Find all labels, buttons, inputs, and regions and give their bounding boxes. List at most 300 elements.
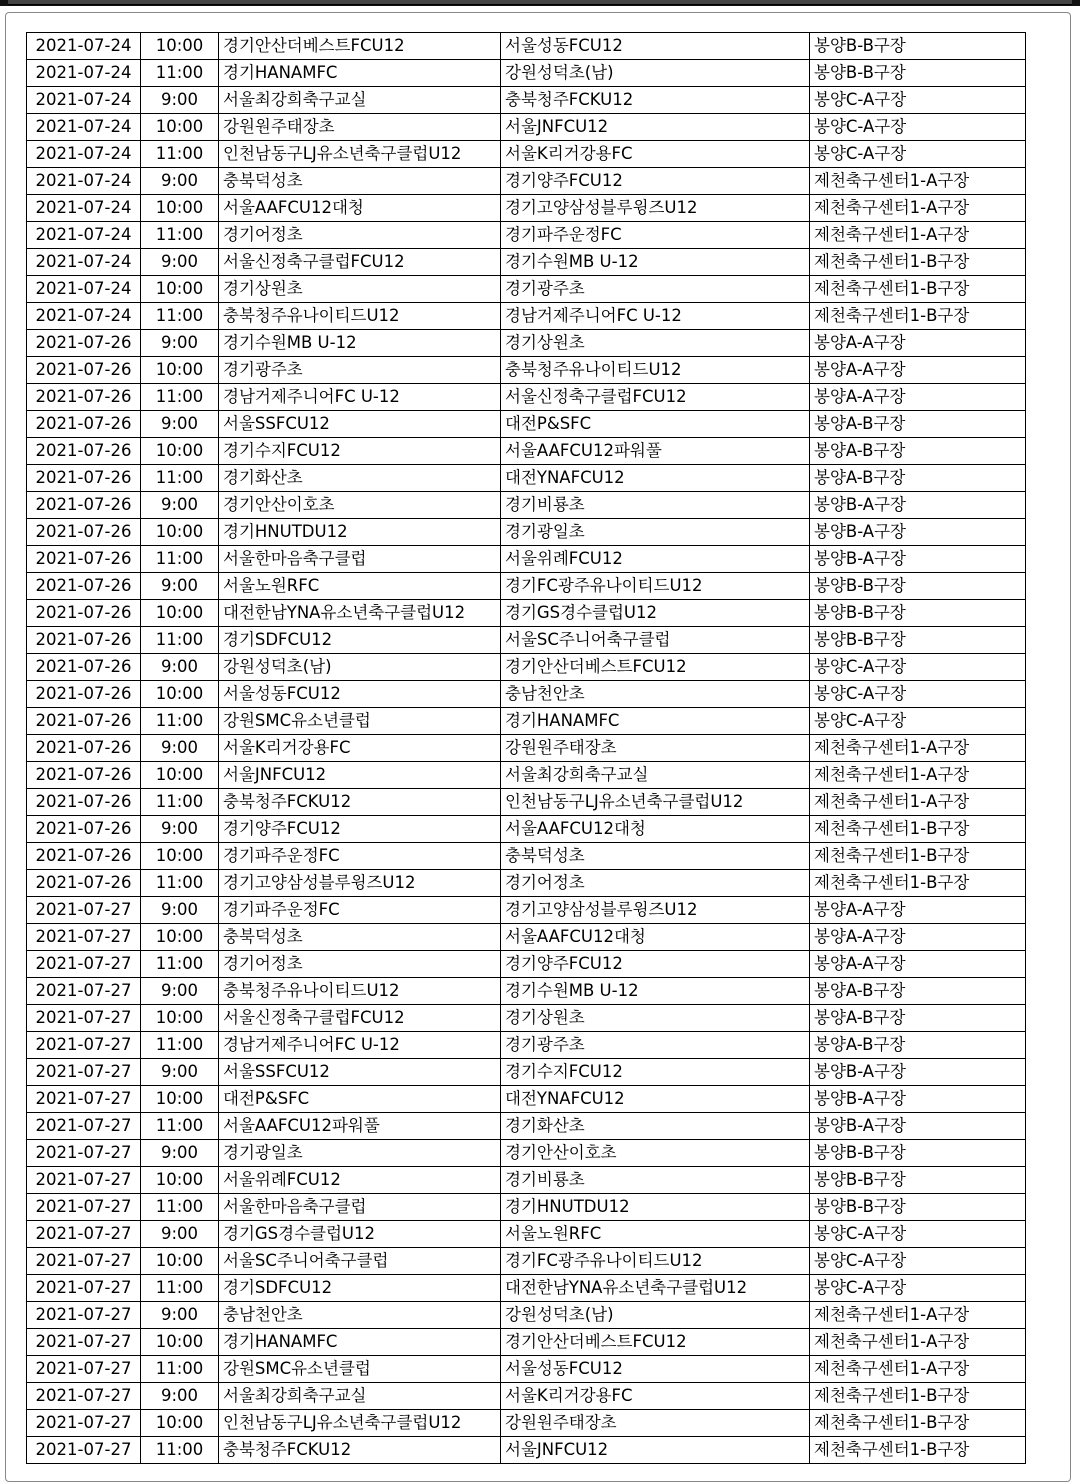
home-team-cell: 서울최강희축구교실: [219, 87, 501, 114]
away-team-cell: 서울JNFCU12: [501, 114, 810, 141]
match-date-cell: 2021-07-24: [27, 303, 141, 330]
table-row: [27, 1302, 1026, 1329]
match-date-cell: 2021-07-24: [27, 195, 141, 222]
match-date-cell: 2021-07-26: [27, 816, 141, 843]
match-time-cell: 10:00: [141, 438, 219, 465]
venue-cell: 봉양A-B구장: [810, 1005, 1026, 1032]
venue-cell: 봉양A-A구장: [810, 357, 1026, 384]
table-row: [27, 924, 1026, 951]
table-row: [27, 546, 1026, 573]
venue-cell: 봉양B-A구장: [810, 546, 1026, 573]
venue-cell: 제천축구센터1-B구장: [810, 1410, 1026, 1437]
match-date-cell: 2021-07-26: [27, 357, 141, 384]
away-team-cell: 경기양주FCU12: [501, 951, 810, 978]
match-schedule-body: [27, 33, 1026, 1464]
venue-cell: 봉양C-A구장: [810, 114, 1026, 141]
match-date-cell: 2021-07-27: [27, 978, 141, 1005]
table-row: [27, 1005, 1026, 1032]
match-time-cell: 11:00: [141, 627, 219, 654]
away-team-cell: 경기안산더베스트FCU12: [501, 654, 810, 681]
match-date-cell: 2021-07-26: [27, 411, 141, 438]
match-time-cell: 10:00: [141, 114, 219, 141]
venue-cell: 제천축구센터1-A구장: [810, 1356, 1026, 1383]
table-row: [27, 951, 1026, 978]
table-row: [27, 708, 1026, 735]
venue-cell: 제천축구센터1-B구장: [810, 816, 1026, 843]
venue-cell: 봉양A-B구장: [810, 438, 1026, 465]
match-schedule-table: [26, 32, 1026, 1464]
match-time-cell: 11:00: [141, 1113, 219, 1140]
match-date-cell: 2021-07-26: [27, 330, 141, 357]
away-team-cell: 경기HNUTDU12: [501, 1194, 810, 1221]
table-row: [27, 735, 1026, 762]
away-team-cell: 서울위례FCU12: [501, 546, 810, 573]
away-team-cell: 서울SC주니어축구클럽: [501, 627, 810, 654]
home-team-cell: 경기양주FCU12: [219, 816, 501, 843]
home-team-cell: 경남거제주니어FC U-12: [219, 384, 501, 411]
table-row: [27, 600, 1026, 627]
table-row: [27, 276, 1026, 303]
table-row: [27, 141, 1026, 168]
venue-cell: 제천축구센터1-B구장: [810, 1437, 1026, 1464]
match-date-cell: 2021-07-27: [27, 1410, 141, 1437]
home-team-cell: 경기광일초: [219, 1140, 501, 1167]
table-row: [27, 1059, 1026, 1086]
venue-cell: 제천축구센터1-A구장: [810, 762, 1026, 789]
table-row: [27, 1140, 1026, 1167]
match-date-cell: 2021-07-26: [27, 843, 141, 870]
table-row: [27, 1167, 1026, 1194]
match-time-cell: 10:00: [141, 1329, 219, 1356]
match-time-cell: 10:00: [141, 276, 219, 303]
away-team-cell: 경기HANAMFC: [501, 708, 810, 735]
venue-cell: 봉양B-B구장: [810, 573, 1026, 600]
away-team-cell: 충북청주유나이티드U12: [501, 357, 810, 384]
venue-cell: 봉양A-B구장: [810, 978, 1026, 1005]
venue-cell: 봉양A-A구장: [810, 924, 1026, 951]
venue-cell: 봉양B-A구장: [810, 519, 1026, 546]
away-team-cell: 서울AAFCU12파워풀: [501, 438, 810, 465]
table-row: [27, 654, 1026, 681]
venue-cell: 봉양A-B구장: [810, 411, 1026, 438]
home-team-cell: 서울AAFCU12대청: [219, 195, 501, 222]
away-team-cell: 대전P&SFC: [501, 411, 810, 438]
away-team-cell: 경기수지FCU12: [501, 1059, 810, 1086]
away-team-cell: 경기FC광주유나이티드U12: [501, 1248, 810, 1275]
venue-cell: 봉양B-B구장: [810, 1194, 1026, 1221]
match-time-cell: 11:00: [141, 465, 219, 492]
match-time-cell: 11:00: [141, 222, 219, 249]
match-time-cell: 10:00: [141, 1167, 219, 1194]
away-team-cell: 경기화산초: [501, 1113, 810, 1140]
match-date-cell: 2021-07-24: [27, 168, 141, 195]
home-team-cell: 서울JNFCU12: [219, 762, 501, 789]
match-date-cell: 2021-07-26: [27, 384, 141, 411]
match-date-cell: 2021-07-26: [27, 546, 141, 573]
match-time-cell: 9:00: [141, 168, 219, 195]
match-date-cell: 2021-07-27: [27, 1167, 141, 1194]
home-team-cell: 서울SC주니어축구클럽: [219, 1248, 501, 1275]
table-row: [27, 195, 1026, 222]
match-time-cell: 9:00: [141, 1059, 219, 1086]
table-row: [27, 789, 1026, 816]
home-team-cell: 경기어정초: [219, 951, 501, 978]
match-time-cell: 11:00: [141, 1275, 219, 1302]
match-date-cell: 2021-07-27: [27, 924, 141, 951]
table-row: [27, 627, 1026, 654]
table-row: [27, 330, 1026, 357]
match-time-cell: 11:00: [141, 303, 219, 330]
match-time-cell: 9:00: [141, 735, 219, 762]
away-team-cell: 경기파주운정FC: [501, 222, 810, 249]
match-time-cell: 10:00: [141, 1248, 219, 1275]
venue-cell: 봉양B-A구장: [810, 492, 1026, 519]
away-team-cell: 경기안산더베스트FCU12: [501, 1329, 810, 1356]
away-team-cell: 경기광일초: [501, 519, 810, 546]
match-time-cell: 11:00: [141, 708, 219, 735]
table-row: [27, 1194, 1026, 1221]
venue-cell: 제천축구센터1-A구장: [810, 1302, 1026, 1329]
home-team-cell: 경기광주초: [219, 357, 501, 384]
match-time-cell: 10:00: [141, 195, 219, 222]
away-team-cell: 서울K리거강용FC: [501, 141, 810, 168]
table-row: [27, 60, 1026, 87]
home-team-cell: 대전P&SFC: [219, 1086, 501, 1113]
home-team-cell: 충남천안초: [219, 1302, 501, 1329]
home-team-cell: 경기SDFCU12: [219, 627, 501, 654]
venue-cell: 제천축구센터1-B구장: [810, 249, 1026, 276]
match-date-cell: 2021-07-26: [27, 492, 141, 519]
away-team-cell: 경기어정초: [501, 870, 810, 897]
match-date-cell: 2021-07-26: [27, 735, 141, 762]
away-team-cell: 대전한남YNA유소년축구클럽U12: [501, 1275, 810, 1302]
table-row: [27, 222, 1026, 249]
away-team-cell: 경기수원MB U-12: [501, 249, 810, 276]
away-team-cell: 경기고양삼성블루윙즈U12: [501, 897, 810, 924]
table-row: [27, 681, 1026, 708]
match-time-cell: 11:00: [141, 141, 219, 168]
away-team-cell: 경기FC광주유나이티드U12: [501, 573, 810, 600]
match-date-cell: 2021-07-26: [27, 681, 141, 708]
home-team-cell: 충북청주유나이티드U12: [219, 303, 501, 330]
table-row: [27, 1275, 1026, 1302]
home-team-cell: 서울노원RFC: [219, 573, 501, 600]
match-time-cell: 10:00: [141, 843, 219, 870]
match-date-cell: 2021-07-26: [27, 573, 141, 600]
away-team-cell: 인천남동구LJ유소년축구클럽U12: [501, 789, 810, 816]
home-team-cell: 서울성동FCU12: [219, 681, 501, 708]
match-date-cell: 2021-07-27: [27, 1221, 141, 1248]
match-date-cell: 2021-07-27: [27, 1302, 141, 1329]
home-team-cell: 대전한남YNA유소년축구클럽U12: [219, 600, 501, 627]
match-date-cell: 2021-07-24: [27, 60, 141, 87]
venue-cell: 봉양B-A구장: [810, 1113, 1026, 1140]
match-date-cell: 2021-07-26: [27, 870, 141, 897]
match-time-cell: 11:00: [141, 951, 219, 978]
match-date-cell: 2021-07-26: [27, 654, 141, 681]
home-team-cell: 경기수원MB U-12: [219, 330, 501, 357]
home-team-cell: 충북덕성초: [219, 168, 501, 195]
match-time-cell: 10:00: [141, 1410, 219, 1437]
match-time-cell: 9:00: [141, 1302, 219, 1329]
match-date-cell: 2021-07-27: [27, 1194, 141, 1221]
match-date-cell: 2021-07-26: [27, 627, 141, 654]
home-team-cell: 강원SMC유소년클럽: [219, 708, 501, 735]
home-team-cell: 경기안산이호초: [219, 492, 501, 519]
match-time-cell: 9:00: [141, 1221, 219, 1248]
home-team-cell: 경기고양삼성블루윙즈U12: [219, 870, 501, 897]
table-row: [27, 33, 1026, 60]
match-date-cell: 2021-07-26: [27, 465, 141, 492]
match-date-cell: 2021-07-24: [27, 249, 141, 276]
home-team-cell: 서울AAFCU12파워풀: [219, 1113, 501, 1140]
venue-cell: 제천축구센터1-A구장: [810, 789, 1026, 816]
match-time-cell: 10:00: [141, 681, 219, 708]
away-team-cell: 강원성덕초(남): [501, 1302, 810, 1329]
away-team-cell: 충북청주FCKU12: [501, 87, 810, 114]
home-team-cell: 서울SSFCU12: [219, 1059, 501, 1086]
away-team-cell: 경기수원MB U-12: [501, 978, 810, 1005]
home-team-cell: 경기어정초: [219, 222, 501, 249]
match-date-cell: 2021-07-24: [27, 222, 141, 249]
match-date-cell: 2021-07-24: [27, 33, 141, 60]
away-team-cell: 충남천안초: [501, 681, 810, 708]
table-row: [27, 519, 1026, 546]
home-team-cell: 경기파주운정FC: [219, 843, 501, 870]
venue-cell: 봉양B-B구장: [810, 627, 1026, 654]
venue-cell: 제천축구센터1-B구장: [810, 1383, 1026, 1410]
table-row: [27, 1410, 1026, 1437]
away-team-cell: 서울성동FCU12: [501, 1356, 810, 1383]
match-time-cell: 11:00: [141, 1032, 219, 1059]
match-time-cell: 11:00: [141, 1356, 219, 1383]
away-team-cell: 경기상원초: [501, 330, 810, 357]
match-date-cell: 2021-07-26: [27, 762, 141, 789]
match-time-cell: 10:00: [141, 1086, 219, 1113]
home-team-cell: 강원성덕초(남): [219, 654, 501, 681]
table-row: [27, 357, 1026, 384]
table-row: [27, 1329, 1026, 1356]
venue-cell: 봉양A-A구장: [810, 330, 1026, 357]
away-team-cell: 강원원주태장초: [501, 735, 810, 762]
match-date-cell: 2021-07-27: [27, 897, 141, 924]
table-row: [27, 438, 1026, 465]
venue-cell: 봉양C-A구장: [810, 1248, 1026, 1275]
match-date-cell: 2021-07-24: [27, 141, 141, 168]
match-time-cell: 10:00: [141, 924, 219, 951]
match-date-cell: 2021-07-27: [27, 1437, 141, 1464]
home-team-cell: 경기HNUTDU12: [219, 519, 501, 546]
home-team-cell: 서울신정축구클럽FCU12: [219, 1005, 501, 1032]
match-time-cell: 10:00: [141, 1005, 219, 1032]
window-top-bar: [0, 0, 1080, 6]
match-time-cell: 10:00: [141, 33, 219, 60]
match-time-cell: 9:00: [141, 654, 219, 681]
away-team-cell: 강원원주태장초: [501, 1410, 810, 1437]
home-team-cell: 서울위례FCU12: [219, 1167, 501, 1194]
match-date-cell: 2021-07-24: [27, 87, 141, 114]
home-team-cell: 충북청주유나이티드U12: [219, 978, 501, 1005]
venue-cell: 봉양B-B구장: [810, 60, 1026, 87]
table-row: [27, 168, 1026, 195]
table-row: [27, 573, 1026, 600]
match-date-cell: 2021-07-27: [27, 1005, 141, 1032]
match-time-cell: 11:00: [141, 1194, 219, 1221]
venue-cell: 봉양B-A구장: [810, 1086, 1026, 1113]
match-date-cell: 2021-07-26: [27, 519, 141, 546]
match-time-cell: 11:00: [141, 1437, 219, 1464]
venue-cell: 봉양B-B구장: [810, 33, 1026, 60]
table-row: [27, 1113, 1026, 1140]
match-time-cell: 11:00: [141, 546, 219, 573]
table-row: [27, 762, 1026, 789]
venue-cell: 봉양C-A구장: [810, 141, 1026, 168]
venue-cell: 봉양C-A구장: [810, 654, 1026, 681]
match-time-cell: 9:00: [141, 897, 219, 924]
match-time-cell: 9:00: [141, 87, 219, 114]
away-team-cell: 서울최강희축구교실: [501, 762, 810, 789]
away-team-cell: 경기비룡초: [501, 1167, 810, 1194]
match-time-cell: 9:00: [141, 816, 219, 843]
home-team-cell: 서울한마음축구클럽: [219, 1194, 501, 1221]
away-team-cell: 충북덕성초: [501, 843, 810, 870]
venue-cell: 봉양A-A구장: [810, 897, 1026, 924]
home-team-cell: 경기GS경수클럽U12: [219, 1221, 501, 1248]
venue-cell: 제천축구센터1-A구장: [810, 222, 1026, 249]
venue-cell: 봉양B-A구장: [810, 1059, 1026, 1086]
match-date-cell: 2021-07-26: [27, 438, 141, 465]
match-date-cell: 2021-07-26: [27, 600, 141, 627]
home-team-cell: 경기화산초: [219, 465, 501, 492]
match-date-cell: 2021-07-27: [27, 1113, 141, 1140]
home-team-cell: 서울SSFCU12: [219, 411, 501, 438]
match-time-cell: 9:00: [141, 249, 219, 276]
table-row: [27, 897, 1026, 924]
away-team-cell: 경기안산이호초: [501, 1140, 810, 1167]
venue-cell: 제천축구센터1-A구장: [810, 168, 1026, 195]
venue-cell: 봉양C-A구장: [810, 708, 1026, 735]
window-top-bar-inner: [8, 0, 1072, 5]
away-team-cell: 강원성덕초(남): [501, 60, 810, 87]
away-team-cell: 대전YNAFCU12: [501, 1086, 810, 1113]
venue-cell: 봉양A-B구장: [810, 1032, 1026, 1059]
match-time-cell: 10:00: [141, 357, 219, 384]
venue-cell: 제천축구센터1-B구장: [810, 303, 1026, 330]
table-row: [27, 303, 1026, 330]
table-row: [27, 1086, 1026, 1113]
away-team-cell: 경기GS경수클럽U12: [501, 600, 810, 627]
match-time-cell: 11:00: [141, 870, 219, 897]
table-row: [27, 87, 1026, 114]
venue-cell: 제천축구센터1-B구장: [810, 843, 1026, 870]
away-team-cell: 경기상원초: [501, 1005, 810, 1032]
table-row: [27, 411, 1026, 438]
match-date-cell: 2021-07-24: [27, 114, 141, 141]
table-row: [27, 816, 1026, 843]
home-team-cell: 인천남동구LJ유소년축구클럽U12: [219, 1410, 501, 1437]
venue-cell: 봉양A-A구장: [810, 384, 1026, 411]
match-time-cell: 10:00: [141, 600, 219, 627]
match-date-cell: 2021-07-27: [27, 1140, 141, 1167]
table-row: [27, 1437, 1026, 1464]
match-date-cell: 2021-07-27: [27, 1329, 141, 1356]
away-team-cell: 서울노원RFC: [501, 1221, 810, 1248]
match-date-cell: 2021-07-27: [27, 1275, 141, 1302]
home-team-cell: 경기HANAMFC: [219, 1329, 501, 1356]
match-time-cell: 9:00: [141, 330, 219, 357]
venue-cell: 제천축구센터1-B구장: [810, 276, 1026, 303]
away-team-cell: 서울AAFCU12대청: [501, 816, 810, 843]
table-row: [27, 1032, 1026, 1059]
match-time-cell: 10:00: [141, 519, 219, 546]
match-time-cell: 11:00: [141, 384, 219, 411]
table-row: [27, 870, 1026, 897]
home-team-cell: 서울신정축구클럽FCU12: [219, 249, 501, 276]
match-time-cell: 9:00: [141, 573, 219, 600]
match-time-cell: 11:00: [141, 789, 219, 816]
venue-cell: 봉양B-B구장: [810, 1140, 1026, 1167]
venue-cell: 봉양C-A구장: [810, 1275, 1026, 1302]
home-team-cell: 서울한마음축구클럽: [219, 546, 501, 573]
home-team-cell: 경남거제주니어FC U-12: [219, 1032, 501, 1059]
match-time-cell: 10:00: [141, 762, 219, 789]
away-team-cell: 서울K리거강용FC: [501, 1383, 810, 1410]
match-date-cell: 2021-07-27: [27, 951, 141, 978]
venue-cell: 봉양C-A구장: [810, 1221, 1026, 1248]
venue-cell: 제천축구센터1-A구장: [810, 195, 1026, 222]
venue-cell: 봉양B-B구장: [810, 600, 1026, 627]
away-team-cell: 경기비룡초: [501, 492, 810, 519]
venue-cell: 봉양A-A구장: [810, 951, 1026, 978]
home-team-cell: 경기수지FCU12: [219, 438, 501, 465]
table-row: [27, 1248, 1026, 1275]
home-team-cell: 경기안산더베스트FCU12: [219, 33, 501, 60]
match-date-cell: 2021-07-27: [27, 1383, 141, 1410]
away-team-cell: 경기양주FCU12: [501, 168, 810, 195]
away-team-cell: 서울AAFCU12대청: [501, 924, 810, 951]
venue-cell: 봉양C-A구장: [810, 681, 1026, 708]
home-team-cell: 경기HANAMFC: [219, 60, 501, 87]
home-team-cell: 인천남동구LJ유소년축구클럽U12: [219, 141, 501, 168]
venue-cell: 제천축구센터1-B구장: [810, 870, 1026, 897]
match-time-cell: 9:00: [141, 1140, 219, 1167]
away-team-cell: 경남거제주니어FC U-12: [501, 303, 810, 330]
away-team-cell: 서울신정축구클럽FCU12: [501, 384, 810, 411]
venue-cell: 봉양B-B구장: [810, 1167, 1026, 1194]
table-row: [27, 1221, 1026, 1248]
match-date-cell: 2021-07-26: [27, 708, 141, 735]
match-time-cell: 9:00: [141, 978, 219, 1005]
home-team-cell: 강원SMC유소년클럽: [219, 1356, 501, 1383]
home-team-cell: 충북덕성초: [219, 924, 501, 951]
match-time-cell: 11:00: [141, 60, 219, 87]
table-row: [27, 465, 1026, 492]
home-team-cell: 서울최강희축구교실: [219, 1383, 501, 1410]
away-team-cell: 서울JNFCU12: [501, 1437, 810, 1464]
away-team-cell: 서울성동FCU12: [501, 33, 810, 60]
away-team-cell: 경기고양삼성블루윙즈U12: [501, 195, 810, 222]
home-team-cell: 강원원주태장초: [219, 114, 501, 141]
table-row: [27, 978, 1026, 1005]
home-team-cell: 경기SDFCU12: [219, 1275, 501, 1302]
match-date-cell: 2021-07-27: [27, 1086, 141, 1113]
match-date-cell: 2021-07-27: [27, 1356, 141, 1383]
table-row: [27, 1356, 1026, 1383]
match-date-cell: 2021-07-27: [27, 1059, 141, 1086]
home-team-cell: 경기상원초: [219, 276, 501, 303]
venue-cell: 제천축구센터1-A구장: [810, 735, 1026, 762]
match-time-cell: 9:00: [141, 411, 219, 438]
